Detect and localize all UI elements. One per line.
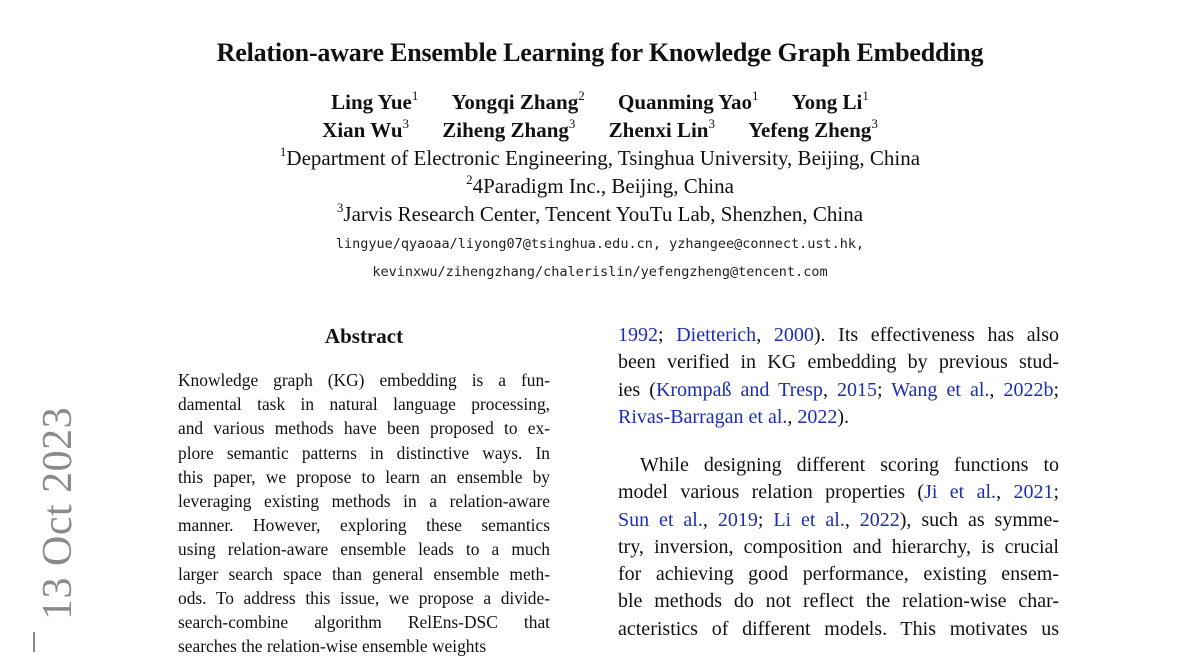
text-line bbox=[618, 561, 1059, 588]
author-row-1 bbox=[0, 88, 1200, 116]
text-run: ; bbox=[1053, 481, 1059, 504]
text-line bbox=[618, 616, 1059, 643]
text-run: ), such as symme- bbox=[899, 508, 1059, 531]
abstract-line: using relation-aware ensemble leads to a much bbox=[178, 539, 550, 560]
affiliation-3: $^3$Jarvis Research Center, Tencent YouTu Lab, Shenzhen, China bbox=[336, 200, 864, 226]
abstract-line: ods. To address this issue, we propose a divide- bbox=[178, 587, 550, 608]
text-line bbox=[618, 452, 1059, 479]
author: Yong Li$^1$ bbox=[791, 88, 869, 114]
body-paragraph-1 bbox=[618, 322, 1059, 431]
text-run: , bbox=[756, 324, 774, 346]
abstract-line: plore semantic patterns in distinctive ways. In bbox=[178, 442, 550, 463]
abstract-heading: Abstract bbox=[324, 324, 404, 348]
text-line bbox=[618, 588, 1059, 615]
abstract-body bbox=[178, 368, 550, 658]
author: Xian Wu$^3$ bbox=[322, 116, 410, 142]
email-line-2: kevinxwu/zihengzhang/chalerislin/yefengzheng@tencent.com bbox=[372, 264, 828, 280]
text-line bbox=[618, 404, 1059, 431]
abstract-line: larger search space than general ensemble meth- bbox=[178, 563, 550, 584]
abstract-line: Knowledge graph (KG) embedding is a fun- bbox=[178, 370, 550, 390]
citation-link[interactable]: 2000 bbox=[773, 324, 814, 346]
text-run: , bbox=[787, 405, 798, 428]
text-run: , bbox=[989, 378, 1004, 401]
text-line bbox=[618, 377, 1059, 404]
body-paragraph-2 bbox=[618, 452, 1059, 643]
author: Quanming Yao$^1$ bbox=[618, 88, 759, 114]
abstract-line: this paper, we propose to learn an ensemble by bbox=[178, 466, 550, 487]
text-line bbox=[618, 349, 1059, 376]
text-line bbox=[618, 507, 1059, 534]
text-run: for achieving good performance, existing ensem- bbox=[618, 563, 1059, 586]
citation-link[interactable]: Wang et al. bbox=[891, 378, 990, 401]
text-run: model various relation properties ( bbox=[618, 481, 925, 504]
author: Yefeng Zheng$^3$ bbox=[748, 116, 878, 142]
citation-link[interactable]: Krompaß and Tresp bbox=[655, 378, 823, 401]
citation-link[interactable]: Li et al. bbox=[773, 508, 845, 531]
text-run: ; bbox=[757, 508, 774, 531]
text-run: , bbox=[702, 508, 718, 531]
text-run: acteristics of different models. This motivates us bbox=[618, 617, 1059, 640]
abstract-line: search-combine algorithm RelEns-DSC that bbox=[178, 611, 550, 632]
affiliation-2: $^2$4Paradigm Inc., Beijing, China bbox=[466, 172, 734, 198]
paper-title: Relation-aware Ensemble Learning for Knowledge Graph Embedding bbox=[216, 38, 984, 67]
author: Ziheng Zhang$^3$ bbox=[442, 116, 576, 142]
text-run: , bbox=[844, 508, 860, 531]
citation-link[interactable]: Dietterich bbox=[676, 324, 757, 346]
abstract-line: manner. However, exploring these semantics bbox=[178, 515, 550, 536]
text-run: ies ( bbox=[618, 378, 656, 401]
author: Zhenxi Lin$^3$ bbox=[608, 116, 715, 142]
citation-link[interactable]: Rivas-Barragan et al. bbox=[618, 405, 788, 428]
arxiv-side-stamp bbox=[30, 406, 81, 660]
text-run: ). Its effectiveness has also bbox=[813, 324, 1060, 346]
author: Ling Yue$^1$ bbox=[331, 88, 419, 114]
text-run: ble methods do not reflect the relation-wise char- bbox=[618, 590, 1059, 613]
email-line-1: lingyue/qyaoaa/liyong07@tsinghua.edu.cn, yzhangee@connect.ust.hk, bbox=[335, 236, 865, 252]
citation-link[interactable]: Sun et al. bbox=[618, 508, 703, 531]
side-date: 13 Oct 2023 bbox=[35, 406, 81, 620]
text-line bbox=[618, 322, 1059, 349]
text-run: ; bbox=[658, 324, 677, 346]
text-run: ; bbox=[877, 378, 892, 401]
text-run: , bbox=[822, 378, 837, 401]
abstract-line: leveraging existing methods in a relation-aware bbox=[178, 490, 550, 511]
text-run: try, inversion, composition and hierarchy, is crucial bbox=[618, 535, 1059, 558]
author: Yongqi Zhang$^2$ bbox=[451, 88, 585, 114]
text-run: been verified in KG embedding by previous stud- bbox=[618, 351, 1059, 374]
text-line bbox=[618, 479, 1059, 506]
citation-link[interactable]: 1992 bbox=[618, 324, 658, 346]
citation-link[interactable]: 2019 bbox=[717, 508, 758, 531]
citation-link[interactable]: 2021 bbox=[1013, 481, 1054, 504]
abstract-line: searches the relation-wise ensemble weights bbox=[178, 636, 487, 657]
citation-link[interactable]: 2022 bbox=[797, 405, 838, 428]
author-row-2 bbox=[0, 116, 1200, 144]
text-run: , bbox=[996, 481, 1014, 504]
abstract-line: damental task in natural language processing, bbox=[178, 394, 550, 415]
citation-link[interactable]: 2022b bbox=[1003, 378, 1054, 401]
text-run: While designing different scoring functions to bbox=[640, 454, 1059, 476]
citation-link[interactable]: 2022 bbox=[859, 508, 900, 531]
citation-link[interactable]: 2015 bbox=[837, 378, 877, 401]
text-run: ; bbox=[1053, 378, 1059, 401]
abstract-line: and various methods have been proposed to ex- bbox=[178, 418, 550, 439]
text-run: ). bbox=[837, 405, 850, 428]
side-divider bbox=[33, 632, 35, 652]
affiliation-1: $^1$Department of Electronic Engineering, Tsinghua University, Beijing, China bbox=[279, 144, 921, 170]
citation-link[interactable]: Ji et al. bbox=[924, 481, 997, 504]
text-line bbox=[618, 534, 1059, 561]
